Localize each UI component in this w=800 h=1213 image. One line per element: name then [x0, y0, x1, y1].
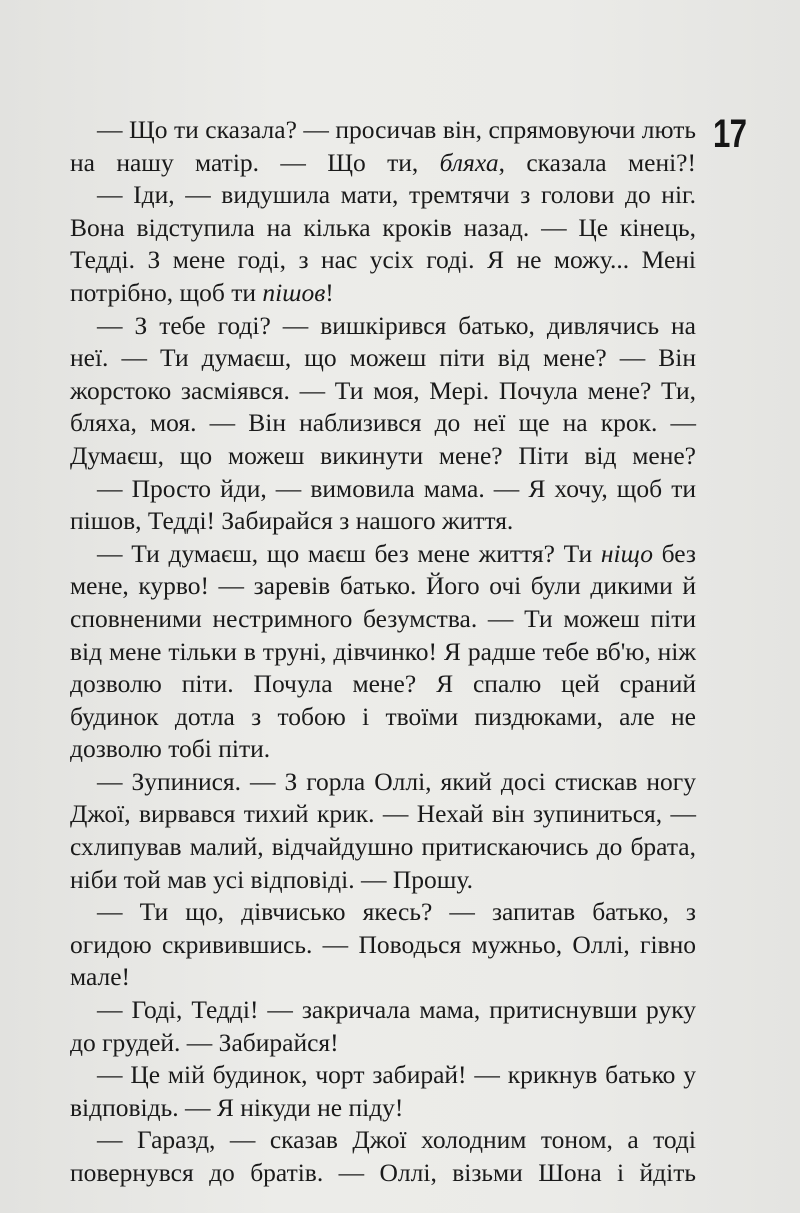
paragraph	[70, 179, 696, 309]
page-number: 17	[713, 112, 747, 156]
text-segment: — Що ти сказала? — просичав він, спрямовуючи лють на нашу матір. — Що ти,	[70, 115, 696, 177]
italic-emphasis: пішов	[262, 277, 326, 307]
paragraph	[70, 896, 696, 994]
text-segment: — Ти що, дівчисько якесь? — запитав батько, з огидою скривившись. — Поводься мужньо, Оллі, гівно мале!	[70, 897, 696, 992]
text-segment: !	[325, 277, 334, 307]
text-segment: без мене, курво! — заревів батько. Його очі були дикими й сповненими нестримного безумства. — Ти можеш піти від мене тільки в труні, дівчинко! Я радше тебе вб'ю, ніж дозволю піти. Почула мене? Я спалю цей сраний будинок дотла з тобою і твоїми пиздюками, але не дозволю тобі піти.	[70, 538, 696, 764]
text-segment: — Це мій будинок, чорт забирай! — крикнув батько у відповідь. — Я нікуди не піду!	[70, 1060, 696, 1122]
paragraph	[70, 310, 696, 473]
text-segment: — Годі, Тедді! — закричала мама, притиснувши руку до грудей. — Забирайся!	[70, 995, 696, 1057]
paragraph	[70, 114, 696, 179]
text-segment: , сказала мені?!	[498, 147, 696, 177]
text-segment: — Просто йди, — вимовила мама. — Я хочу, щоб ти пішов, Тедді! Забирайся з нашого життя.	[70, 473, 696, 536]
text-segment: — Гаразд, — сказав Джої холодним тоном, а тоді повернувся до братів. — Оллі, візьми Шона і йдіть	[70, 1125, 696, 1187]
paragraph	[70, 1059, 696, 1124]
text-segment: — З тебе годі? — вишкірився батько, дивлячись на неї. — Ти думаєш, що можеш піти від мене? — Він жорстоко засміявся. — Ти моя, Мері. Почула мене? Ти, бляха, моя. — Він наблизився до неї ще на крок. — Думаєш, що можеш викинути мене? Піти від мене?	[70, 310, 696, 470]
text-segment: — Зупинися. — З горла Оллі, який досі стискав ногу Джої, вирвався тихий крик. — Нехай він зупиниться, — схлипував малий, відчайдушно притискаючись до брата, ніби той мав усі відповіді. — Прошу.	[70, 766, 696, 894]
paragraph	[70, 994, 696, 1059]
paragraph	[70, 1124, 696, 1189]
text-segment: — Іди, — видушила мати, тремтячи з голови до ніг. Вона відступила на кілька кроків назад. — Це кінець, Тедді. З мене годі, з нас усіх годі. Я не можу... Мені потрібно, щоб ти	[70, 180, 696, 307]
paragraph	[70, 766, 696, 896]
text-segment: — Ти думаєш, що маєш без мене життя? Ти	[97, 538, 601, 568]
body-text	[70, 114, 696, 1190]
italic-emphasis: бляха	[439, 147, 499, 177]
paragraph	[70, 538, 696, 766]
paragraph	[70, 473, 696, 538]
italic-emphasis: ніщо	[600, 538, 653, 568]
